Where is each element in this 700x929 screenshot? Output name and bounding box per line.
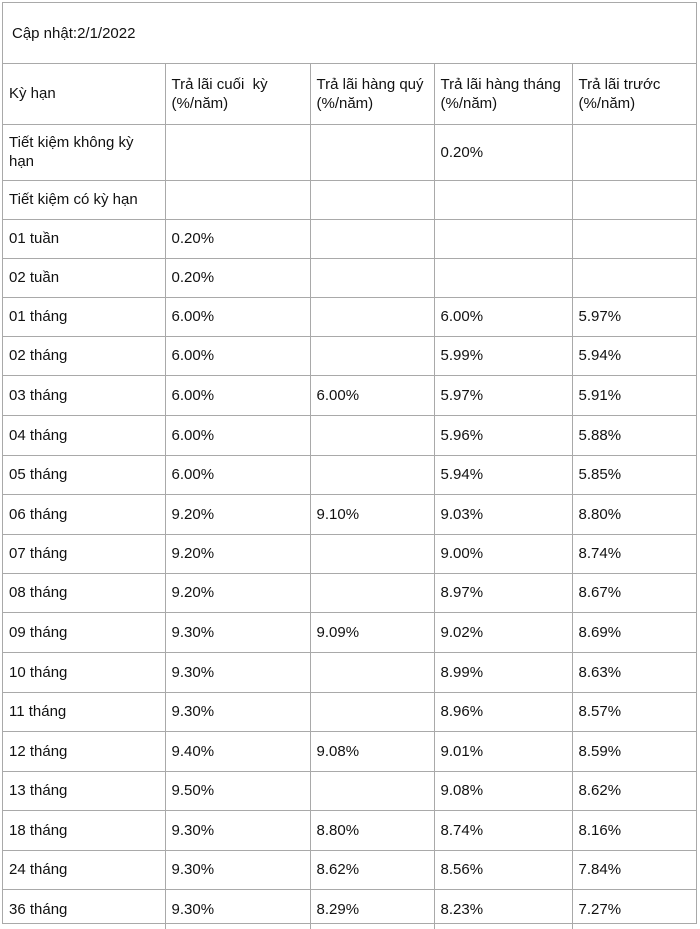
- cell-upfront: 5.88%: [572, 415, 696, 455]
- cell-upfront: 8.67%: [572, 573, 696, 612]
- cell-term: Tiết kiệm có kỳ hạn: [3, 180, 165, 219]
- cell-upfront: 8.74%: [572, 534, 696, 573]
- cell-upfront: 8.59%: [572, 731, 696, 771]
- cell-monthly: 5.94%: [434, 455, 572, 494]
- cell-end-of-term: 9.50%: [165, 771, 310, 810]
- table-row: [3, 692, 696, 731]
- table-row: [3, 889, 696, 929]
- cell-term: 09 tháng: [3, 612, 165, 652]
- cell-end-of-term: 9.30%: [165, 692, 310, 731]
- cell-quarterly: [310, 573, 434, 612]
- cell-upfront: 8.16%: [572, 810, 696, 850]
- cell-monthly: 5.97%: [434, 375, 572, 415]
- cell-end-of-term: 0.20%: [165, 219, 310, 258]
- cell-monthly: 0.20%: [434, 124, 572, 180]
- header-monthly-label: Trả lãi hàng tháng: [440, 75, 561, 93]
- cell-quarterly: [310, 180, 434, 219]
- cell-term: 02 tuần: [3, 258, 165, 297]
- cell-term: 03 tháng: [3, 375, 165, 415]
- header-quarterly-unit: (%/năm): [316, 94, 374, 112]
- table-row: [3, 494, 696, 534]
- cell-term: 11 tháng: [3, 692, 165, 731]
- cell-end-of-term: 9.30%: [165, 810, 310, 850]
- cell-quarterly: [310, 534, 434, 573]
- header-upfront-label: Trả lãi trước: [578, 75, 661, 93]
- cell-end-of-term: 0.20%: [165, 258, 310, 297]
- cell-monthly: [434, 258, 572, 297]
- cell-upfront: 8.80%: [572, 494, 696, 534]
- cell-quarterly: 8.29%: [310, 889, 434, 929]
- cell-term: 12 tháng: [3, 731, 165, 771]
- update-separator: :: [72, 24, 78, 42]
- cell-monthly: 8.74%: [434, 810, 572, 850]
- table-row: [3, 771, 696, 810]
- cell-end-of-term: 9.40%: [165, 731, 310, 771]
- cell-upfront: 8.57%: [572, 692, 696, 731]
- cell-quarterly: [310, 219, 434, 258]
- cell-term: 10 tháng: [3, 652, 165, 692]
- cell-end-of-term: 9.20%: [165, 494, 310, 534]
- cell-term: 13 tháng: [3, 771, 165, 810]
- cell-upfront: [572, 180, 696, 219]
- cell-quarterly: 8.80%: [310, 810, 434, 850]
- cell-monthly: 8.96%: [434, 692, 572, 731]
- header-end-of-term-label: Trả lãi cuối kỳ: [171, 75, 268, 93]
- cell-quarterly: 9.09%: [310, 612, 434, 652]
- header-quarterly-label: Trả lãi hàng quý: [316, 75, 424, 93]
- cell-end-of-term: 9.20%: [165, 573, 310, 612]
- table-row: [3, 375, 696, 415]
- cell-quarterly: [310, 336, 434, 375]
- cell-quarterly: 9.10%: [310, 494, 434, 534]
- update-label: Cập nhật: [12, 24, 73, 42]
- cell-monthly: 8.99%: [434, 652, 572, 692]
- cell-end-of-term: 9.30%: [165, 889, 310, 929]
- header-end-of-term: [165, 64, 310, 124]
- table-row: [3, 180, 696, 219]
- update-date: 2/1/2022: [77, 24, 136, 42]
- cell-quarterly: [310, 692, 434, 731]
- cell-upfront: 5.94%: [572, 336, 696, 375]
- cell-end-of-term: 9.30%: [165, 612, 310, 652]
- cell-quarterly: [310, 455, 434, 494]
- cell-upfront: 5.85%: [572, 455, 696, 494]
- cell-monthly: 9.01%: [434, 731, 572, 771]
- cell-end-of-term: 6.00%: [165, 455, 310, 494]
- cell-quarterly: 6.00%: [310, 375, 434, 415]
- update-line: [3, 3, 696, 64]
- table-row: [3, 534, 696, 573]
- header-monthly: [434, 64, 572, 124]
- cell-end-of-term: 6.00%: [165, 415, 310, 455]
- cell-monthly: [434, 219, 572, 258]
- header-monthly-unit: (%/năm): [440, 94, 498, 112]
- header-upfront: [572, 64, 696, 124]
- cell-end-of-term: 6.00%: [165, 375, 310, 415]
- cell-term: 08 tháng: [3, 573, 165, 612]
- cell-term: Tiết kiệm không kỳ hạn: [3, 124, 165, 180]
- cell-term: 01 tuần: [3, 219, 165, 258]
- cell-monthly: 8.97%: [434, 573, 572, 612]
- cell-upfront: 5.97%: [572, 297, 696, 336]
- cell-monthly: 9.03%: [434, 494, 572, 534]
- cell-upfront: 5.91%: [572, 375, 696, 415]
- table-row: [3, 850, 696, 889]
- interest-rate-sheet: [2, 2, 697, 924]
- cell-term: 36 tháng: [3, 889, 165, 929]
- cell-quarterly: [310, 297, 434, 336]
- header-term-label: Kỳ hạn: [9, 85, 56, 103]
- cell-monthly: 9.02%: [434, 612, 572, 652]
- table-row: [3, 124, 696, 180]
- header-end-of-term-unit: (%/năm): [171, 94, 229, 112]
- table-row: [3, 652, 696, 692]
- cell-monthly: 5.99%: [434, 336, 572, 375]
- cell-end-of-term: 6.00%: [165, 297, 310, 336]
- table-row: [3, 258, 696, 297]
- header-quarterly: [310, 64, 434, 124]
- cell-quarterly: 9.08%: [310, 731, 434, 771]
- interest-rate-table: [3, 64, 696, 929]
- cell-end-of-term: 9.30%: [165, 850, 310, 889]
- cell-upfront: 8.69%: [572, 612, 696, 652]
- cell-end-of-term: [165, 180, 310, 219]
- cell-monthly: 9.08%: [434, 771, 572, 810]
- cell-term: 18 tháng: [3, 810, 165, 850]
- table-row: [3, 573, 696, 612]
- cell-quarterly: 8.62%: [310, 850, 434, 889]
- table-row: [3, 810, 696, 850]
- cell-quarterly: [310, 415, 434, 455]
- cell-upfront: 8.62%: [572, 771, 696, 810]
- cell-term: 01 tháng: [3, 297, 165, 336]
- cell-quarterly: [310, 258, 434, 297]
- header-upfront-unit: (%/năm): [578, 94, 636, 112]
- cell-end-of-term: 9.20%: [165, 534, 310, 573]
- table-row: [3, 297, 696, 336]
- cell-term: 05 tháng: [3, 455, 165, 494]
- cell-monthly: 8.23%: [434, 889, 572, 929]
- table-row: [3, 336, 696, 375]
- cell-term: 02 tháng: [3, 336, 165, 375]
- table-row: [3, 612, 696, 652]
- table-row: [3, 455, 696, 494]
- cell-upfront: [572, 258, 696, 297]
- cell-monthly: 5.96%: [434, 415, 572, 455]
- header-term: [3, 64, 165, 124]
- table-row: [3, 219, 696, 258]
- cell-end-of-term: 9.30%: [165, 652, 310, 692]
- cell-term: 24 tháng: [3, 850, 165, 889]
- cell-upfront: 7.84%: [572, 850, 696, 889]
- cell-term: 07 tháng: [3, 534, 165, 573]
- cell-term: 06 tháng: [3, 494, 165, 534]
- cell-upfront: [572, 124, 696, 180]
- cell-upfront: [572, 219, 696, 258]
- cell-quarterly: [310, 652, 434, 692]
- cell-upfront: 8.63%: [572, 652, 696, 692]
- table-row: [3, 415, 696, 455]
- cell-monthly: 9.00%: [434, 534, 572, 573]
- cell-quarterly: [310, 771, 434, 810]
- cell-monthly: [434, 180, 572, 219]
- cell-upfront: 7.27%: [572, 889, 696, 929]
- cell-term: 04 tháng: [3, 415, 165, 455]
- cell-quarterly: [310, 124, 434, 180]
- cell-end-of-term: [165, 124, 310, 180]
- header-row: [3, 64, 696, 124]
- cell-monthly: 6.00%: [434, 297, 572, 336]
- table-row: [3, 731, 696, 771]
- cell-monthly: 8.56%: [434, 850, 572, 889]
- cell-end-of-term: 6.00%: [165, 336, 310, 375]
